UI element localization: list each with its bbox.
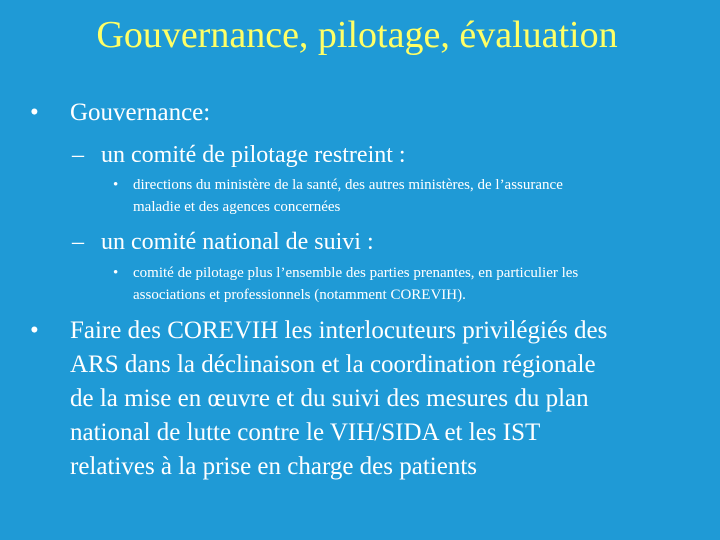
paragraph-line: national de lutte contre le VIH/SIDA et les IST xyxy=(70,419,541,446)
subitem-comite-pilotage: un comité de pilotage restreint : xyxy=(101,142,406,168)
detail-text-line: comité de pilotage plus l’ensemble des parties prenantes, en particulier les xyxy=(133,265,579,281)
detail-text-line: directions du ministère de la santé, des autres ministères, de l’assurance xyxy=(133,177,563,193)
paragraph-line: de la mise en œuvre et du suivi des mesures du plan xyxy=(70,385,589,412)
bullet-marker: • xyxy=(30,99,39,126)
detail-text-line: maladie et des agences concernées xyxy=(133,199,341,215)
slide-title: Gouvernance, pilotage, évaluation xyxy=(96,14,618,56)
subitem-comite-national: un comité national de suivi : xyxy=(101,229,374,255)
bullet-marker: • xyxy=(30,317,39,344)
dash-marker: – xyxy=(72,142,84,168)
paragraph-line: ARS dans la déclinaison et la coordination régionale xyxy=(70,351,596,378)
paragraph-line: Faire des COREVIH les interlocuteurs privilégiés des xyxy=(70,317,608,344)
detail-marker: • xyxy=(113,265,119,281)
detail-marker: • xyxy=(113,177,119,193)
paragraph-line: relatives à la prise en charge des patients xyxy=(70,453,478,480)
bullet-gouvernance: Gouvernance: xyxy=(70,99,211,126)
dash-marker: – xyxy=(72,229,84,255)
detail-text-line: associations et professionnels (notamment COREVIH). xyxy=(133,287,466,303)
